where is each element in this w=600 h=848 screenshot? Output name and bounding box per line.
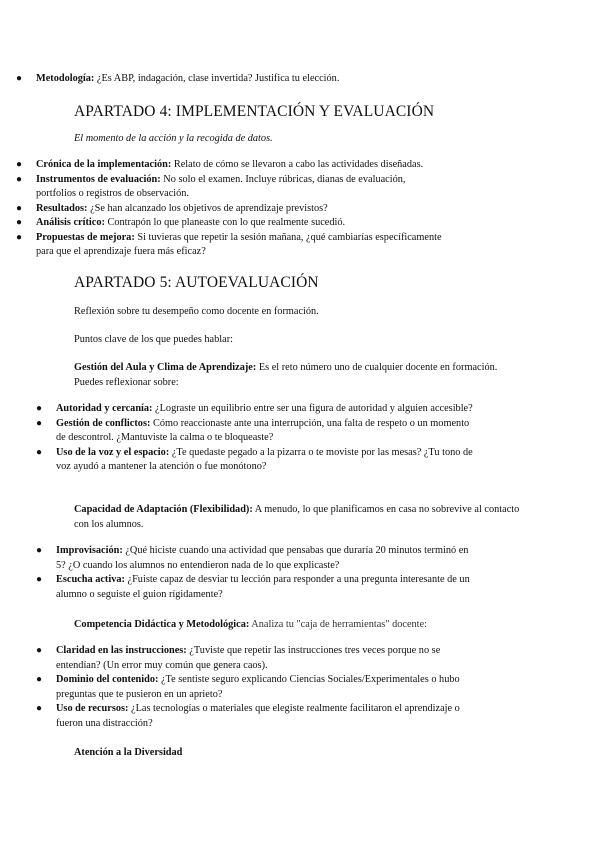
bullet-icon: ●: [16, 73, 23, 84]
bullet-icon: ●: [36, 674, 43, 685]
atencion-heading: Atención a la Diversidad: [74, 747, 183, 758]
list-item: ● Gestión de conflictos: Cómo reaccionaste ante una interrupción, una falta de respeto o un momento de descontrol. ¿Mantuviste la calma o te bloqueaste?: [36, 417, 470, 443]
section-5-paragraph-2: Puntos clave de los que puedes hablar:: [74, 334, 233, 345]
list-item: ● Uso de recursos: ¿Las tecnologías o materiales que elegiste realmente facilitaron el aprendizaje o fueron una distracción?: [36, 703, 460, 729]
list-item: ● Crónica de la implementación: Relato de cómo se llevaron a cabo las actividades diseñadas.: [0, 158, 600, 173]
section-5-heading: APARTADO 5: AUTOEVALUACIÓN: [74, 274, 319, 291]
list-item: ● Análisis crítico: Contrapón lo que planeaste con lo que realmente sucedió.: [0, 216, 600, 231]
bullet-icon: ●: [36, 703, 43, 714]
bullet-icon: ●: [36, 446, 43, 458]
section-5-paragraph-1: Reflexión sobre tu desempeño como docente en formación.: [74, 306, 319, 317]
section-4-list: [0, 158, 600, 260]
bullet-icon: ●: [36, 417, 43, 429]
bullet-icon: ●: [36, 545, 43, 556]
list-item: ● Claridad en las instrucciones: ¿Tuviste que repetir las instrucciones tres veces porque no se entendían? (Un error muy común que genera caos).: [36, 645, 441, 671]
gestion-paragraph: Gestión del Aula y Clima de Aprendizaje: Es el reto número uno de cualquier docente en formación. Puedes reflexionar sobre:: [74, 362, 498, 388]
list-item: ● Uso de la voz y el espacio: ¿Te quedaste pegado a la pizarra o te moviste por las mesas? ¿Tu tono de voz ayudó a mantener la atención o fue monótono?: [36, 446, 473, 472]
gestion-list: [0, 402, 600, 475]
bullet-icon: ●: [16, 173, 23, 185]
bullet-icon: ●: [16, 159, 23, 170]
section-4-intro: El momento de la acción y la recogida de datos.: [74, 133, 273, 144]
item-label: Metodología:: [36, 73, 95, 84]
bullet-icon: ●: [36, 403, 43, 414]
list-item: ● Resultados: ¿Se han alcanzado los objetivos de aprendizaje previstos?: [0, 202, 600, 217]
list-item: ● Propuestas de mejora: Si tuvieras que repetir la sesión mañana, ¿qué cambiarías específicamente para que el aprendizaje fuera más eficaz?: [16, 231, 442, 257]
capacidad-paragraph: Capacidad de Adaptación (Flexibilidad): A menudo, lo que planificamos en casa no sobrevive al contacto con los alumnos.: [74, 504, 520, 530]
top-bullet-list: [0, 72, 600, 87]
bullet-icon: ●: [16, 217, 23, 228]
section-4-heading: APARTADO 4: IMPLEMENTACIÓN Y EVALUACIÓN: [74, 103, 435, 120]
list-item: ● Escucha activa: ¿Fuiste capaz de desviar tu lección para responder a una pregunta interesante de un alumno o seguiste el guion rígidamente?: [36, 574, 470, 600]
competencia-list: [0, 644, 600, 731]
bullet-icon: ●: [16, 231, 23, 243]
item-text: ¿Es ABP, indagación, clase invertida? Justifica tu elección.: [94, 73, 340, 84]
list-item: ● Instrumentos de evaluación: No solo el examen. Incluye rúbricas, dianas de evaluación, portfolios o registros de observación.: [16, 173, 406, 199]
list-item: ● Dominio del contenido: ¿Te sentiste seguro explicando Ciencias Sociales/Experimentales o hubo preguntas que te pusieron en un aprieto?: [36, 674, 460, 700]
list-item: ● Autoridad y cercanía: ¿Lograste un equilibrio entre ser una figura de autoridad y alguien accesible?: [20, 402, 480, 417]
competencia-paragraph: Competencia Didáctica y Metodológica: Analiza tu "caja de herramientas" docente:: [74, 619, 427, 630]
bullet-icon: ●: [16, 202, 23, 214]
list-item: ● Improvisación: ¿Qué hiciste cuando una actividad que pensabas que duraría 20 minutos terminó en 5? ¿O cuando los alumnos no entendieron nada de lo que explicaste?: [36, 545, 469, 571]
bullet-icon: ●: [36, 574, 43, 585]
list-item-metodologia: [0, 72, 600, 87]
capacidad-list: [0, 544, 600, 602]
bullet-icon: ●: [36, 645, 43, 656]
